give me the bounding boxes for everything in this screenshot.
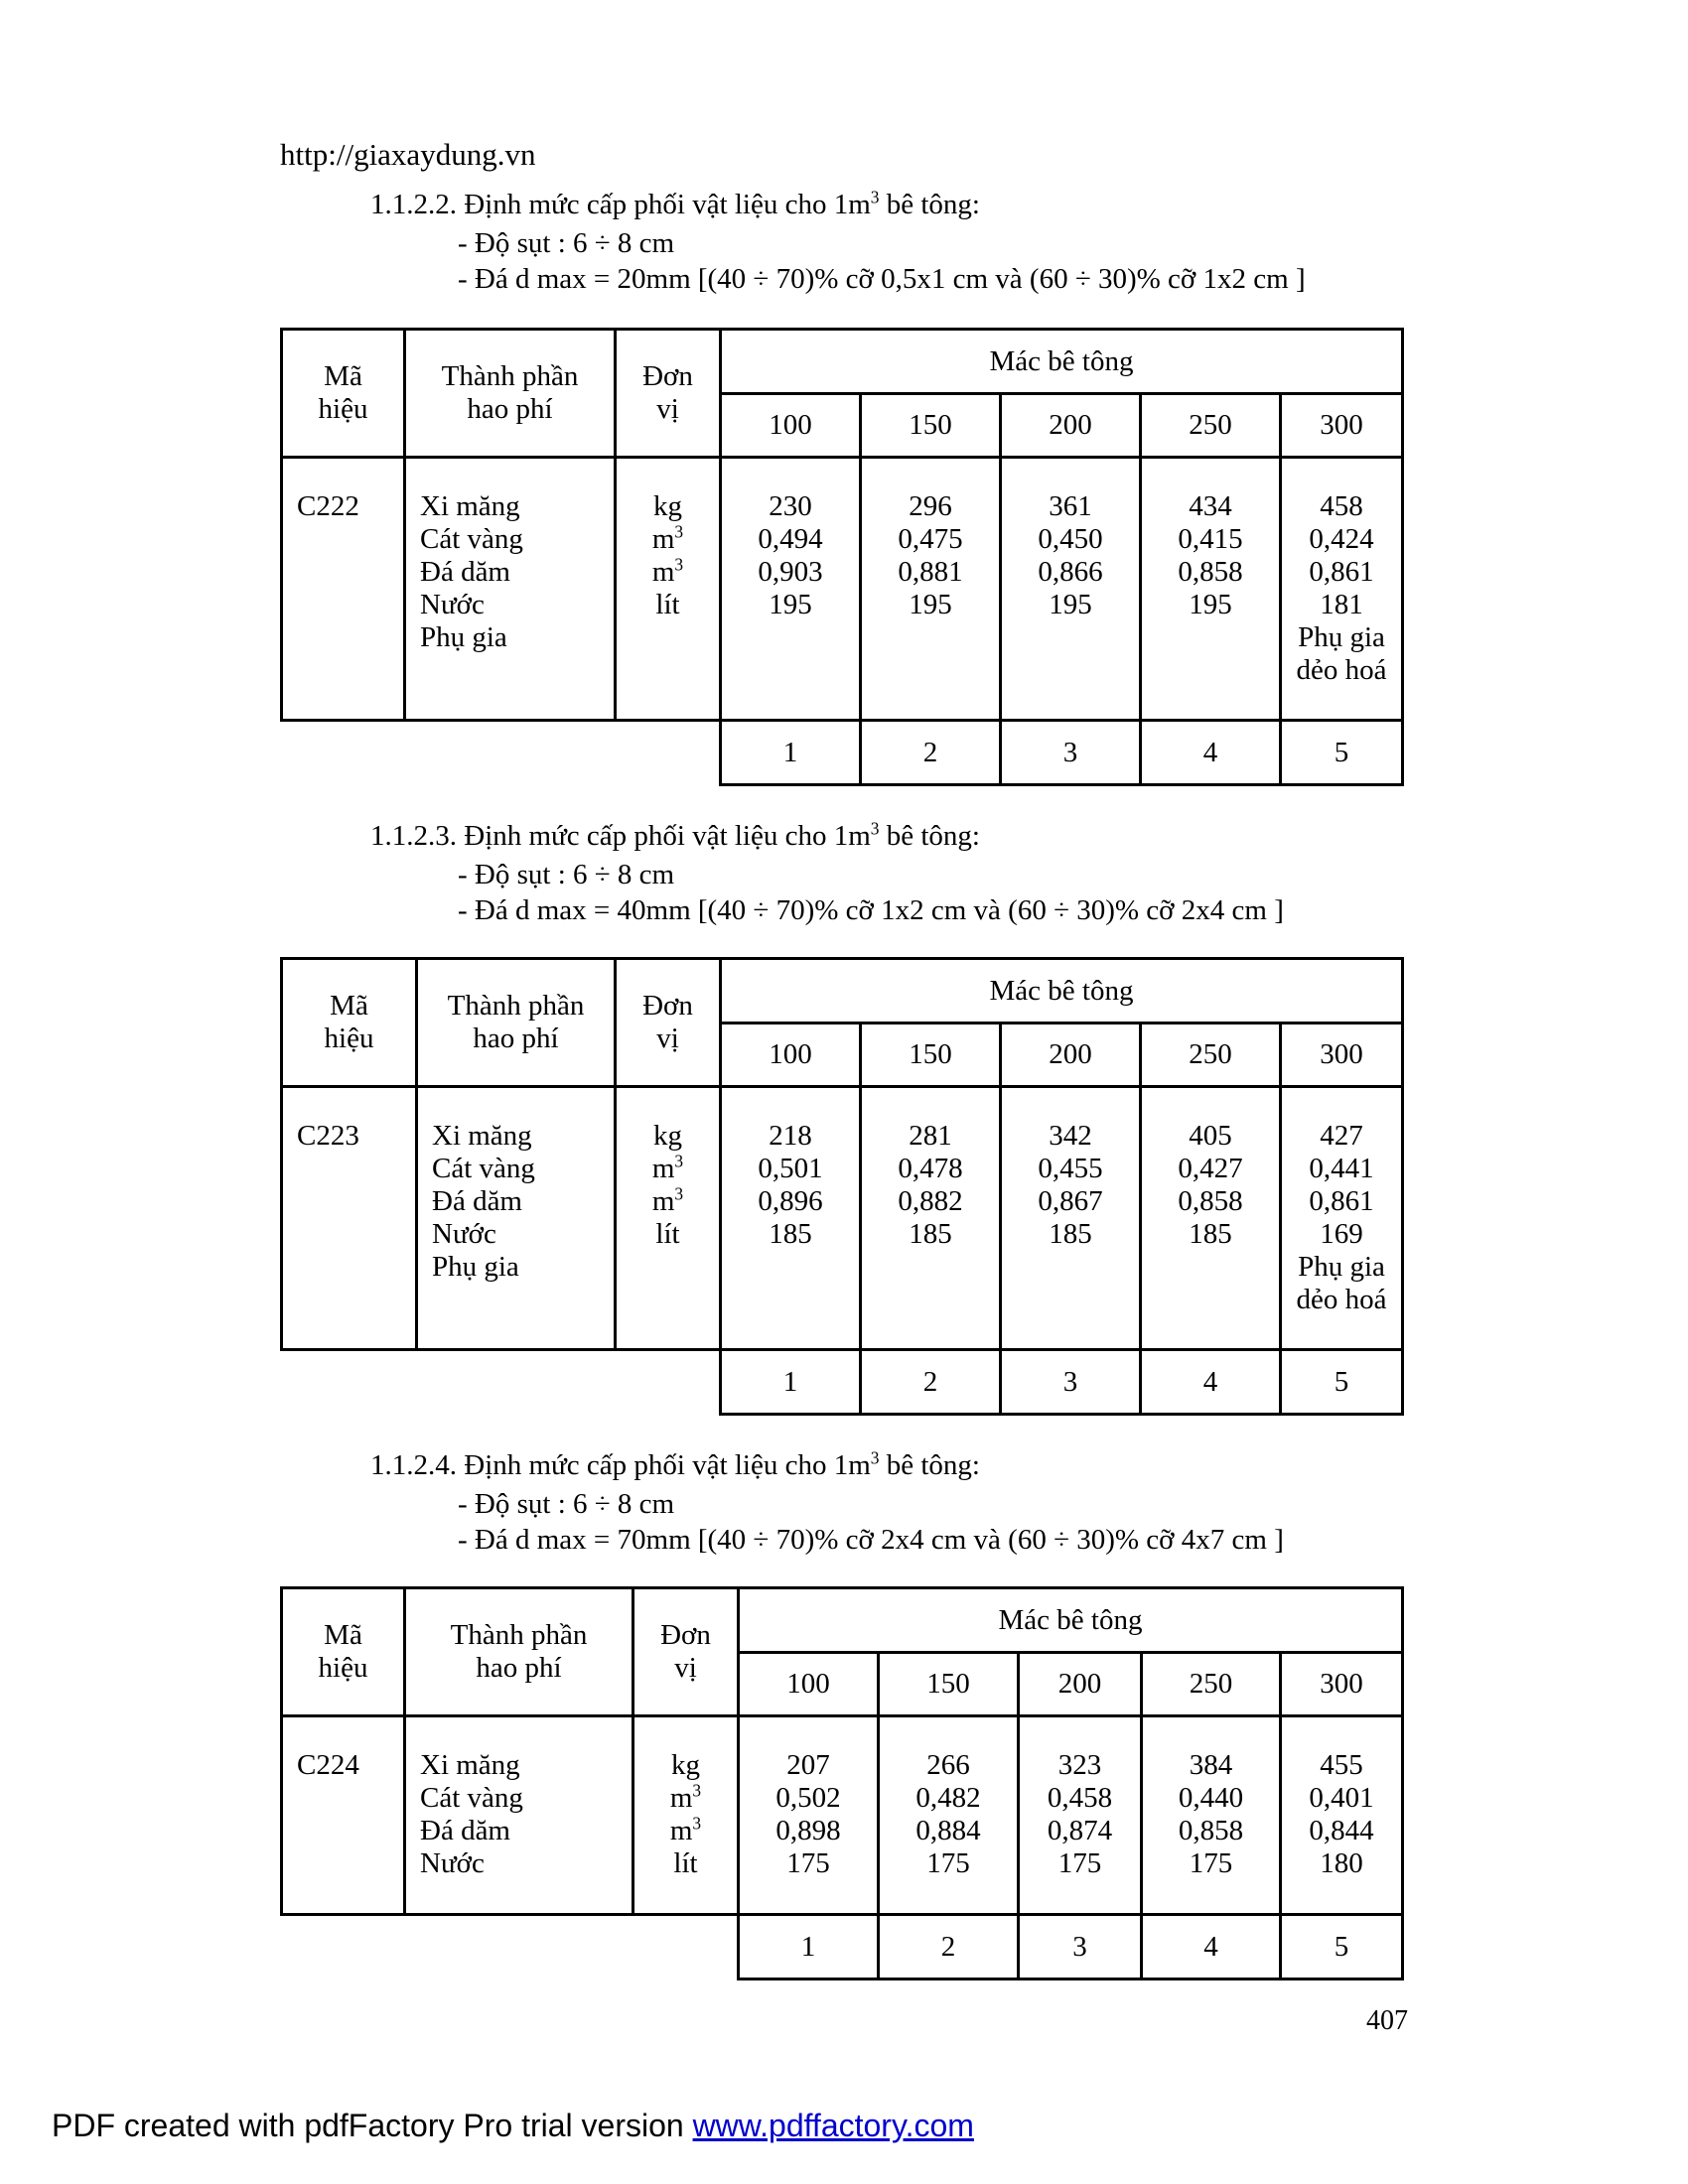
header-line: Mã: [330, 990, 368, 1022]
value-item: 175: [926, 1847, 970, 1879]
column-number: 3: [1019, 1915, 1142, 1979]
value-item: 185: [769, 1218, 812, 1250]
header-mac: Mác bê tông: [721, 330, 1403, 394]
value-item: 0,867: [1038, 1185, 1103, 1217]
value-item: 175: [786, 1847, 830, 1879]
value-item: 0,903: [758, 556, 823, 588]
site-url[interactable]: http://giaxaydung.vn: [280, 137, 536, 172]
header-mac: Mác bê tông: [721, 959, 1403, 1024]
value-cell: [1019, 1716, 1142, 1915]
value-item: 0,861: [1309, 1185, 1374, 1217]
section-title-text: 1.1.2.2. Định mức cấp phối vật liệu cho 1m: [370, 189, 871, 220]
stone-spec: - Đá d max = 70mm [(40 ÷ 70)% cỡ 2x4 cm và (60 ÷ 30)% cỡ 4x7 cm ]: [458, 1524, 1284, 1556]
unit-text: m: [651, 556, 675, 588]
section-title: [370, 820, 980, 853]
column-number: 5: [1281, 721, 1403, 785]
unit-item: [617, 556, 719, 589]
unit-item: [617, 523, 719, 556]
superscript: 3: [674, 521, 684, 542]
value-cell: [861, 458, 1001, 721]
value-item: 0,415: [1178, 523, 1243, 555]
value-cell: [1281, 1716, 1403, 1915]
unit-cell: [633, 1716, 739, 1915]
empty-cell: [282, 1350, 721, 1415]
value-item: 0,858: [1178, 1815, 1244, 1846]
component-item: Xi măng: [432, 1120, 532, 1152]
value-cell: [861, 1087, 1001, 1350]
value-item: 175: [1189, 1847, 1233, 1879]
value-item: 296: [909, 490, 952, 522]
value-item: 0,882: [898, 1185, 963, 1217]
unit-text: m: [651, 523, 675, 555]
header-line: hiệu: [318, 393, 368, 425]
value-item: 458: [1320, 490, 1363, 522]
empty-cell: [282, 721, 721, 785]
value-item: 0,478: [898, 1153, 963, 1184]
value-item: 195: [909, 589, 952, 620]
grade-cell: 150: [861, 394, 1001, 458]
column-number: 1: [721, 1350, 861, 1415]
header-component: [405, 330, 616, 458]
section-title-suffix: bê tông:: [879, 1449, 980, 1481]
value-item: 323: [1057, 1749, 1102, 1781]
header-mac: Mác bê tông: [739, 1588, 1403, 1653]
superscript: 3: [870, 818, 880, 839]
value-item: 0,427: [1178, 1153, 1243, 1184]
value-item: 185: [1189, 1218, 1232, 1250]
grade-cell: 100: [721, 1024, 861, 1087]
unit-text: m: [669, 1815, 693, 1846]
component-item: Xi măng: [420, 1749, 520, 1781]
header-line: hao phí: [473, 1023, 559, 1054]
value-item: 0,896: [758, 1185, 823, 1217]
column-number: 5: [1281, 1350, 1403, 1415]
header-line: Đơn: [642, 360, 693, 392]
value-item: 0,455: [1038, 1153, 1103, 1184]
component-item: Phụ gia: [432, 1251, 519, 1283]
component-item: Xi măng: [420, 490, 520, 522]
value-item: dẻo hoá: [1296, 654, 1387, 686]
grade-cell: 150: [861, 1024, 1001, 1087]
superscript: 3: [692, 1780, 702, 1801]
section-title-suffix: bê tông:: [879, 820, 980, 852]
component-item: Cát vàng: [420, 523, 523, 555]
value-item: 0,482: [915, 1782, 981, 1814]
unit-item: lít: [655, 589, 680, 620]
header-component: [405, 1588, 633, 1716]
value-item: 0,501: [758, 1153, 823, 1184]
value-item: 0,424: [1309, 523, 1374, 555]
column-number: 3: [1001, 721, 1141, 785]
header-unit: [616, 330, 721, 458]
header-line: vị: [656, 393, 679, 425]
grade-cell: 100: [721, 394, 861, 458]
header-line: Thành phần: [441, 360, 579, 392]
value-item: 266: [926, 1749, 970, 1781]
page-number: 407: [1366, 2005, 1408, 2036]
value-item: 218: [769, 1120, 812, 1152]
value-item: 0,874: [1047, 1815, 1113, 1846]
code-cell: C222: [282, 458, 405, 721]
component-item: Nước: [420, 589, 485, 620]
value-item: Phụ gia: [1298, 1251, 1385, 1283]
section-title-text: 1.1.2.3. Định mức cấp phối vật liệu cho 1m: [370, 820, 871, 852]
grade-cell: 150: [879, 1653, 1019, 1716]
value-item: dẻo hoá: [1296, 1284, 1387, 1315]
footer-link[interactable]: www.pdffactory.com: [692, 2108, 974, 2143]
grade-cell: 250: [1142, 1653, 1281, 1716]
superscript: 3: [692, 1813, 702, 1834]
header-line: Đơn: [660, 1619, 711, 1651]
code-cell: C224: [282, 1716, 405, 1915]
superscript: 3: [674, 1151, 684, 1171]
grade-cell: 100: [739, 1653, 879, 1716]
component-item: Đá dăm: [420, 1815, 510, 1846]
value-item: 281: [909, 1120, 952, 1152]
section-title-suffix: bê tông:: [879, 189, 980, 220]
column-number: 4: [1141, 1350, 1281, 1415]
header-line: hao phí: [476, 1652, 562, 1684]
header-line: hiệu: [324, 1023, 374, 1054]
value-cell: [1142, 1716, 1281, 1915]
value-cell: [1001, 458, 1141, 721]
unit-item: [617, 1185, 719, 1218]
value-item: 0,881: [898, 556, 963, 588]
header-unit: [616, 959, 721, 1087]
value-cell: [879, 1716, 1019, 1915]
value-cell: [1141, 1087, 1281, 1350]
grade-cell: 250: [1141, 1024, 1281, 1087]
superscript: 3: [674, 1183, 684, 1204]
unit-item: kg: [653, 490, 682, 522]
slump-spec: - Độ sụt : 6 ÷ 8 cm: [458, 227, 675, 259]
value-item: 361: [1049, 490, 1092, 522]
value-item: 0,866: [1038, 556, 1103, 588]
value-item: 169: [1320, 1218, 1363, 1250]
header-component: [417, 959, 616, 1087]
value-item: 384: [1189, 1749, 1233, 1781]
value-item: 181: [1320, 589, 1363, 620]
header-code: [282, 330, 405, 458]
unit-item: lít: [655, 1218, 680, 1250]
value-cell: [721, 458, 861, 721]
grade-cell: 300: [1281, 1653, 1403, 1716]
value-item: 0,844: [1309, 1815, 1374, 1846]
footer: [52, 2108, 974, 2144]
superscript: 3: [870, 1447, 880, 1468]
column-number: 2: [861, 721, 1001, 785]
unit-item: kg: [653, 1120, 682, 1152]
norm-table: [280, 957, 1404, 1416]
value-item: 455: [1320, 1749, 1363, 1781]
unit-item: [634, 1815, 737, 1847]
component-cell: [417, 1087, 616, 1350]
column-number: 2: [879, 1915, 1019, 1979]
value-item: 405: [1189, 1120, 1232, 1152]
slump-spec: - Độ sụt : 6 ÷ 8 cm: [458, 859, 675, 890]
value-item: 0,858: [1178, 1185, 1243, 1217]
value-item: 195: [1049, 589, 1092, 620]
column-number: 4: [1142, 1915, 1281, 1979]
component-item: Đá dăm: [432, 1185, 522, 1217]
component-cell: [405, 458, 616, 721]
component-item: Phụ gia: [420, 621, 507, 653]
value-cell: [1281, 1087, 1403, 1350]
value-item: 180: [1320, 1847, 1363, 1879]
unit-item: kg: [671, 1749, 700, 1781]
section-title-text: 1.1.2.4. Định mức cấp phối vật liệu cho 1m: [370, 1449, 871, 1481]
column-number: 5: [1281, 1915, 1403, 1979]
column-number: 2: [861, 1350, 1001, 1415]
unit-item: [617, 1153, 719, 1185]
grade-cell: 300: [1281, 394, 1403, 458]
value-cell: [739, 1716, 879, 1915]
value-item: 0,858: [1178, 556, 1243, 588]
section-title: [370, 189, 980, 221]
value-item: 0,861: [1309, 556, 1374, 588]
unit-text: m: [651, 1153, 675, 1184]
grade-cell: 200: [1001, 394, 1141, 458]
header-line: hiệu: [318, 1652, 368, 1684]
header-line: Đơn: [642, 990, 693, 1022]
column-number: 1: [739, 1915, 879, 1979]
header-code: [282, 959, 417, 1087]
component-item: Cát vàng: [420, 1782, 523, 1814]
value-item: 0,440: [1178, 1782, 1244, 1814]
footer-text: PDF created with pdfFactory Pro trial version: [52, 2108, 693, 2143]
unit-item: [634, 1782, 737, 1815]
header-line: vị: [656, 1023, 679, 1054]
value-item: 0,458: [1047, 1782, 1113, 1814]
value-item: 427: [1320, 1120, 1363, 1152]
value-item: 175: [1057, 1847, 1102, 1879]
component-item: Nước: [432, 1218, 496, 1250]
value-item: 0,441: [1309, 1153, 1374, 1184]
value-item: 207: [786, 1749, 830, 1781]
unit-text: m: [651, 1185, 675, 1217]
value-item: 0,884: [915, 1815, 981, 1846]
superscript: 3: [674, 554, 684, 575]
header-line: hao phí: [467, 393, 553, 425]
unit-item: lít: [673, 1847, 698, 1879]
grade-cell: 200: [1019, 1653, 1142, 1716]
component-item: Nước: [420, 1847, 485, 1879]
stone-spec: - Đá d max = 20mm [(40 ÷ 70)% cỡ 0,5x1 cm và (60 ÷ 30)% cỡ 1x2 cm ]: [458, 263, 1306, 295]
value-item: 0,494: [758, 523, 823, 555]
value-item: Phụ gia: [1298, 621, 1385, 653]
norm-table: [280, 328, 1404, 786]
header-line: Mã: [324, 360, 362, 392]
grade-cell: 300: [1281, 1024, 1403, 1087]
value-cell: [1001, 1087, 1141, 1350]
norm-table: [280, 1586, 1404, 1980]
value-cell: [1141, 458, 1281, 721]
unit-text: m: [669, 1782, 693, 1814]
section-title: [370, 1449, 980, 1482]
column-number: 3: [1001, 1350, 1141, 1415]
grade-cell: 250: [1141, 394, 1281, 458]
empty-cell: [282, 1915, 739, 1979]
value-item: 185: [909, 1218, 952, 1250]
value-item: 0,450: [1038, 523, 1103, 555]
value-item: 185: [1049, 1218, 1092, 1250]
header-line: vị: [674, 1652, 697, 1684]
component-item: Đá dăm: [420, 556, 510, 588]
value-item: 434: [1189, 490, 1232, 522]
header-line: Thành phần: [450, 1619, 588, 1651]
stone-spec: - Đá d max = 40mm [(40 ÷ 70)% cỡ 1x2 cm và (60 ÷ 30)% cỡ 2x4 cm ]: [458, 894, 1284, 926]
superscript: 3: [870, 187, 880, 207]
unit-cell: [616, 458, 721, 721]
column-number: 4: [1141, 721, 1281, 785]
header-code: [282, 1588, 405, 1716]
value-item: 230: [769, 490, 812, 522]
value-item: 342: [1049, 1120, 1092, 1152]
value-cell: [1281, 458, 1403, 721]
value-item: 195: [1189, 589, 1232, 620]
header-line: Mã: [324, 1619, 362, 1651]
component-item: Cát vàng: [432, 1153, 535, 1184]
value-item: 0,502: [775, 1782, 841, 1814]
value-item: 195: [769, 589, 812, 620]
value-item: 0,401: [1309, 1782, 1374, 1814]
grade-cell: 200: [1001, 1024, 1141, 1087]
column-number: 1: [721, 721, 861, 785]
component-cell: [405, 1716, 633, 1915]
code-cell: C223: [282, 1087, 417, 1350]
value-item: 0,475: [898, 523, 963, 555]
value-item: 0,898: [775, 1815, 841, 1846]
header-unit: [633, 1588, 739, 1716]
value-cell: [721, 1087, 861, 1350]
unit-cell: [616, 1087, 721, 1350]
header-line: Thành phần: [447, 990, 585, 1022]
slump-spec: - Độ sụt : 6 ÷ 8 cm: [458, 1488, 675, 1520]
